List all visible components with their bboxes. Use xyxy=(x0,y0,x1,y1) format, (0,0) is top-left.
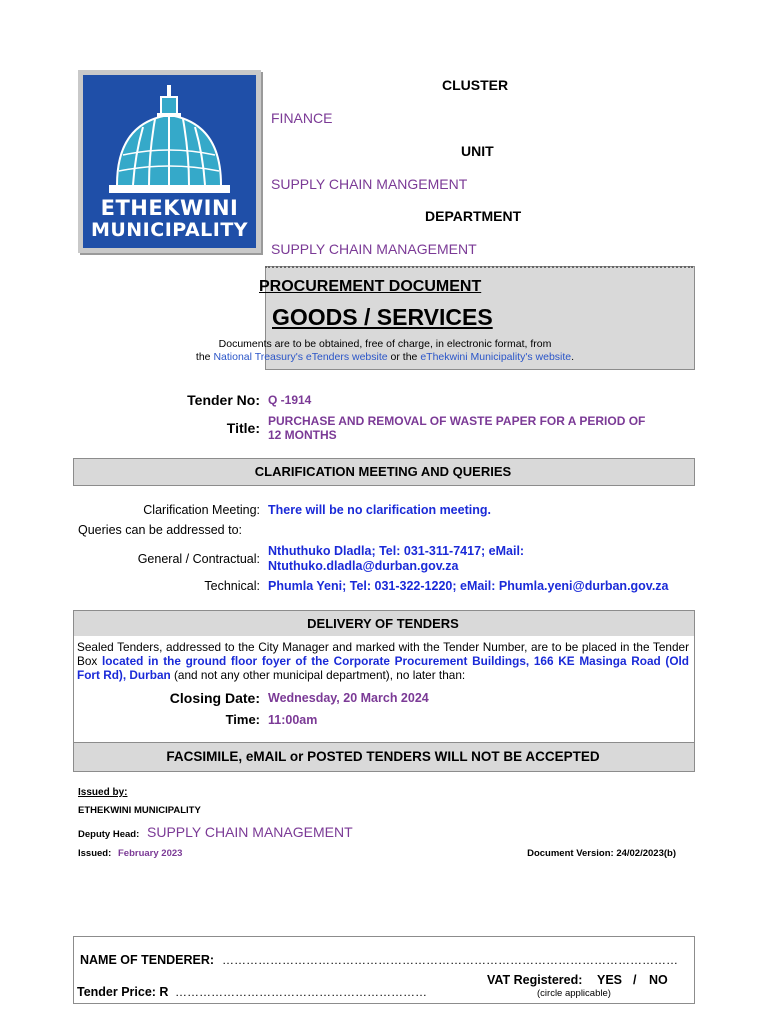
note-or: or the xyxy=(387,351,421,363)
general-contractual-email[interactable]: Ntuthuko.dladla@durban.gov.za xyxy=(268,559,459,573)
general-contractual-value-line1: Nthuthuko Dladla; Tel: 031-311-7417; eMail: xyxy=(268,544,525,558)
tender-no-label: Tender No: xyxy=(187,392,260,408)
delivery-location: located in the ground floor foyer of the Corporate Procurement Buildings, 166 KE Masinga Road (Old Fort Rd), Durban xyxy=(77,654,689,682)
time-value: 11:00am xyxy=(268,713,318,727)
deputy-head-value: SUPPLY CHAIN MANAGEMENT xyxy=(147,824,353,840)
tenderer-name-field[interactable]: …………………………………………………………………………………………………… xyxy=(222,953,678,967)
procurement-note-line1: Documents are to be obtained, free of charge, in electronic format, from xyxy=(218,338,552,350)
delivery-text-part2: (and not any other municipal department), no later than: xyxy=(170,668,466,682)
title-label: Title: xyxy=(226,420,260,436)
cluster-label: CLUSTER xyxy=(442,77,509,93)
department-value: SUPPLY CHAIN MANAGEMENT xyxy=(271,241,477,257)
clarification-heading: CLARIFICATION MEETING AND QUERIES xyxy=(254,464,512,479)
deputy-head-label: Deputy Head: xyxy=(78,829,140,840)
logo-line2: MUNICIPALITY xyxy=(90,219,249,241)
clarification-meeting-label: Clarification Meeting: xyxy=(143,503,260,517)
tenderer-name-label: NAME OF TENDERER: xyxy=(80,953,215,967)
general-contractual-label: General / Contractual: xyxy=(137,552,260,566)
title-value-line2: 12 MONTHS xyxy=(268,428,337,442)
department-label: DEPARTMENT xyxy=(425,208,522,224)
etenders-link[interactable]: National Treasury's eTenders website xyxy=(213,351,388,363)
tender-price-label: Tender Price: R xyxy=(77,985,169,999)
technical-label: Technical: xyxy=(204,579,260,593)
time-label: Time: xyxy=(225,712,260,727)
procurement-type: GOODS / SERVICES xyxy=(272,304,493,330)
issued-label: Issued: xyxy=(78,848,112,859)
logo-line1: ETHEKWINI xyxy=(100,196,239,220)
unit-value: SUPPLY CHAIN MANGEMENT xyxy=(271,176,468,192)
vat-registered-label: VAT Registered: xyxy=(487,973,583,987)
vat-no-option[interactable]: NO xyxy=(649,973,668,987)
ethekwini-logo xyxy=(78,70,261,253)
closing-date-label: Closing Date: xyxy=(169,690,260,706)
procurement-note-line2 xyxy=(0,351,770,363)
tender-price-field[interactable]: ……………………………………………………… xyxy=(175,985,427,999)
issued-value: February 2023 xyxy=(118,848,183,859)
notice-text: FACSIMILE, eMAIL or POSTED TENDERS WILL NOT BE ACCEPTED xyxy=(166,749,600,764)
closing-date-value: Wednesday, 20 March 2024 xyxy=(268,691,429,705)
clarification-meeting-value: There will be no clarification meeting. xyxy=(268,503,491,517)
unit-label: UNIT xyxy=(461,143,494,159)
cluster-value: FINANCE xyxy=(271,110,333,126)
delivery-text-part1: Sealed Tenders, addressed to the City Manager and marked with the Tender Number, are to be placed in the Tender Box xyxy=(77,640,689,668)
issuer-name: ETHEKWINI MUNICIPALITY xyxy=(78,805,201,816)
vat-yes-option[interactable]: YES xyxy=(597,973,623,987)
issued-by-label: Issued by: xyxy=(78,787,128,798)
document-version: Document Version: 24/02/2023(b) xyxy=(527,848,676,859)
technical-value[interactable]: Phumla Yeni; Tel: 031-322-1220; eMail: Phumla.yeni@durban.gov.za xyxy=(268,579,669,593)
queries-label: Queries can be addressed to: xyxy=(78,523,242,537)
vat-separator: / xyxy=(633,973,637,987)
ethekwini-website-link[interactable]: eThekwini Municipality's website xyxy=(420,351,572,363)
vat-note: (circle applicable) xyxy=(537,988,611,999)
procurement-heading: PROCUREMENT DOCUMENT xyxy=(259,278,482,295)
title-value-line1: PURCHASE AND REMOVAL OF WASTE PAPER FOR A PERIOD OF xyxy=(268,414,646,428)
tender-no-value: Q -1914 xyxy=(268,393,312,407)
procurement-divider xyxy=(265,266,693,268)
delivery-heading: DELIVERY OF TENDERS xyxy=(307,616,459,631)
note-end: . xyxy=(571,351,575,363)
note-the: the xyxy=(195,351,214,363)
delivery-text xyxy=(77,640,689,682)
